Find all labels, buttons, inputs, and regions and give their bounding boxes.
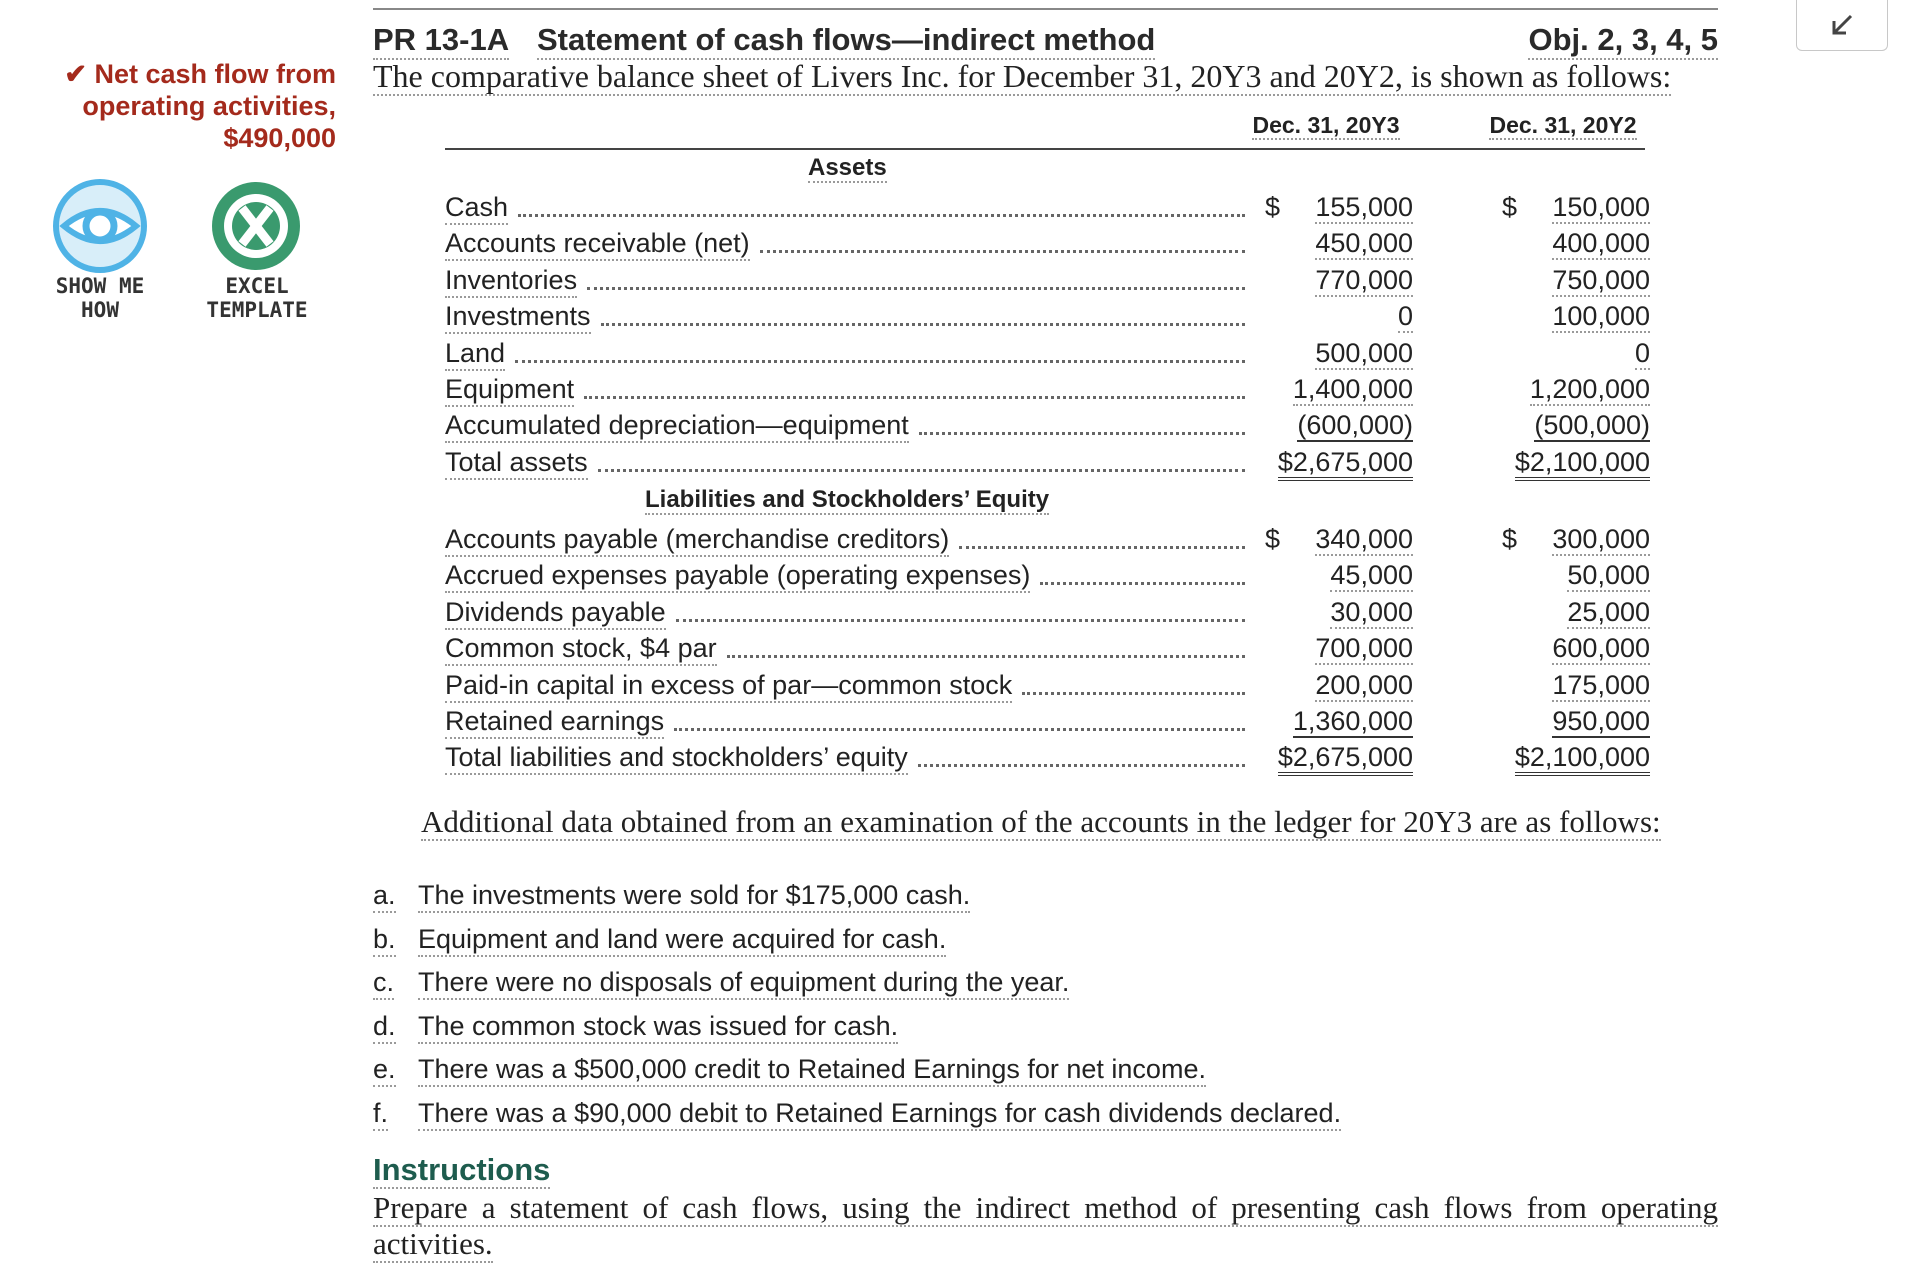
row-label: Accumulated depreciation—equipment <box>445 410 909 443</box>
row-label: Total liabilities and stockholders’ equity <box>445 742 908 775</box>
table-rule <box>445 148 1645 150</box>
table-row <box>445 524 1650 560</box>
additional-data-intro: Additional data obtained from an examination of the accounts in the ledger for 20Y3 are as follows: <box>421 804 1661 839</box>
value-20y2 <box>1500 410 1650 441</box>
dot-leader <box>919 432 1245 435</box>
amount: (500,000) <box>1534 410 1650 441</box>
value-20y2 <box>1500 597 1650 628</box>
value-20y2 <box>1500 265 1650 296</box>
amount: $2,100,000 <box>1515 742 1650 776</box>
amount: 175,000 <box>1552 669 1650 700</box>
list-text: There was a $90,000 debit to Retained Earnings for cash dividends declared. <box>418 1098 1341 1131</box>
currency-symbol: $ <box>1265 524 1281 554</box>
currency-symbol: $ <box>1502 192 1518 222</box>
objectives: Obj. 2, 3, 4, 5 <box>1528 22 1718 60</box>
collapse-button[interactable] <box>1796 0 1888 51</box>
value-20y3 <box>1263 374 1413 405</box>
row-label: Cash <box>445 192 508 225</box>
dot-leader <box>587 287 1245 290</box>
value-20y2 <box>1500 374 1650 405</box>
amount: 150,000 <box>1552 192 1650 222</box>
value-20y2 <box>1500 447 1650 478</box>
row-label: Common stock, $4 par <box>445 633 717 666</box>
amount: 1,400,000 <box>1292 374 1413 404</box>
value-20y3 <box>1263 301 1413 332</box>
row-label: Paid-in capital in excess of par—common stock <box>445 670 1012 703</box>
excel-template-icon[interactable] <box>208 178 304 274</box>
dot-leader <box>584 396 1245 399</box>
value-20y3 <box>1263 410 1413 441</box>
amount: 50,000 <box>1567 560 1650 591</box>
table-row <box>445 264 1650 301</box>
problem-intro: The comparative balance sheet of Livers Inc. for December 31, 20Y3 and 20Y2, is shown as follows: <box>373 58 1672 94</box>
amount: 30,000 <box>1330 596 1413 627</box>
amount: 750,000 <box>1552 264 1650 295</box>
dot-leader <box>1022 692 1245 695</box>
list-letter: d. <box>373 1011 396 1044</box>
amount: 950,000 <box>1552 706 1650 736</box>
value-20y2 <box>1500 301 1650 332</box>
table-row <box>445 374 1650 410</box>
list-item <box>373 1011 1718 1047</box>
amount: 500,000 <box>1315 337 1413 368</box>
check-figure-note: ✔ Net cash flow from operating activities, $490,000 <box>64 59 336 153</box>
table-row <box>445 301 1650 337</box>
table-row <box>445 706 1650 742</box>
amount: 400,000 <box>1552 228 1650 259</box>
currency-symbol: $ <box>1502 524 1518 554</box>
list-letter: f. <box>373 1098 388 1131</box>
list-item <box>373 1054 1718 1090</box>
dot-leader <box>760 250 1245 253</box>
value-20y3 <box>1263 338 1413 369</box>
list-letter: a. <box>373 880 396 913</box>
amount: 1,200,000 <box>1529 374 1650 404</box>
show-me-how-eye-icon[interactable] <box>52 178 148 274</box>
row-label: Investments <box>445 301 591 334</box>
amount: 600,000 <box>1552 633 1650 664</box>
value-20y3 <box>1263 524 1413 555</box>
value-20y3 <box>1263 706 1413 737</box>
amount: 0 <box>1397 301 1413 332</box>
value-20y3 <box>1263 742 1413 773</box>
value-20y3 <box>1263 265 1413 296</box>
row-label: Total assets <box>445 447 588 480</box>
top-rule <box>373 8 1718 10</box>
list-item <box>373 1098 1718 1134</box>
dot-leader <box>727 655 1245 658</box>
show-me-how-label[interactable]: SHOW ME HOW <box>55 274 145 322</box>
amount: 200,000 <box>1315 669 1413 700</box>
list-item <box>373 880 1718 916</box>
row-label: Accounts receivable (net) <box>445 228 750 261</box>
problem-id: PR 13-1A <box>373 22 509 60</box>
list-text: The common stock was issued for cash. <box>418 1011 898 1044</box>
column-header-20y3: Dec. 31, 20Y3 <box>1252 112 1400 138</box>
dot-leader <box>676 619 1245 622</box>
amount: 700,000 <box>1315 633 1413 664</box>
dot-leader <box>674 728 1245 731</box>
table-row <box>445 446 1650 483</box>
value-20y2 <box>1500 706 1650 737</box>
list-text: The investments were sold for $175,000 cash. <box>418 880 970 913</box>
list-item <box>373 924 1718 960</box>
liabilities-heading: Liabilities and Stockholders’ Equity <box>645 486 1050 513</box>
row-label: Equipment <box>445 374 574 407</box>
row-label: Accrued expenses payable (operating expenses) <box>445 560 1030 593</box>
amount: 100,000 <box>1552 301 1650 332</box>
value-20y3 <box>1263 447 1413 478</box>
excel-template-label[interactable]: EXCEL TEMPLATE <box>206 274 308 322</box>
amount: 450,000 <box>1315 228 1413 259</box>
table-row <box>445 560 1650 596</box>
dot-leader <box>598 469 1245 472</box>
value-20y2 <box>1500 670 1650 701</box>
dot-leader <box>959 546 1245 549</box>
value-20y3 <box>1263 228 1413 259</box>
amount: $2,675,000 <box>1278 447 1413 481</box>
table-row <box>445 633 1650 669</box>
list-text: There was a $500,000 credit to Retained Earnings for net income. <box>418 1054 1206 1087</box>
value-20y3 <box>1263 670 1413 701</box>
instructions-text: Prepare a statement of cash flows, using the indirect method of presenting cash flows from operating activities. <box>373 1190 1718 1261</box>
value-20y2 <box>1500 560 1650 591</box>
column-header-20y2: Dec. 31, 20Y2 <box>1489 112 1637 138</box>
amount: 0 <box>1634 337 1650 368</box>
value-20y2 <box>1500 192 1650 223</box>
amount: $2,100,000 <box>1515 447 1650 481</box>
table-row <box>445 228 1650 264</box>
assets-heading: Assets <box>808 154 887 181</box>
table-row <box>445 410 1650 446</box>
row-label: Accounts payable (merchandise creditors) <box>445 524 949 557</box>
list-item <box>373 967 1718 1003</box>
value-20y2 <box>1500 338 1650 369</box>
amount: 45,000 <box>1330 560 1413 591</box>
amount: 770,000 <box>1315 264 1413 295</box>
table-row <box>445 669 1650 706</box>
value-20y3 <box>1263 192 1413 223</box>
value-20y2 <box>1500 633 1650 664</box>
amount: 155,000 <box>1315 192 1413 222</box>
problem-title: Statement of cash flows—indirect method <box>537 22 1155 60</box>
row-label: Dividends payable <box>445 597 666 630</box>
list-text: There were no disposals of equipment during the year. <box>418 967 1069 1000</box>
value-20y2 <box>1500 228 1650 259</box>
dot-leader <box>918 764 1245 767</box>
row-label: Retained earnings <box>445 706 664 739</box>
row-label: Land <box>445 338 505 371</box>
table-row <box>445 192 1650 228</box>
amount: 1,360,000 <box>1292 706 1413 736</box>
row-label: Inventories <box>445 265 577 298</box>
checkmark-icon: ✔ <box>64 59 87 89</box>
table-row <box>445 742 1650 778</box>
list-letter: e. <box>373 1054 396 1087</box>
currency-symbol: $ <box>1265 192 1281 222</box>
dot-leader <box>515 360 1245 363</box>
value-20y2 <box>1500 742 1650 773</box>
amount: 340,000 <box>1315 524 1413 554</box>
dot-leader <box>518 214 1245 217</box>
list-letter: c. <box>373 967 394 1000</box>
value-20y3 <box>1263 597 1413 628</box>
dot-leader <box>601 323 1245 326</box>
amount: 25,000 <box>1567 596 1650 627</box>
amount: (600,000) <box>1297 410 1413 441</box>
instructions-heading: Instructions <box>373 1152 551 1187</box>
value-20y3 <box>1263 633 1413 664</box>
table-row <box>445 337 1650 374</box>
amount: 300,000 <box>1552 524 1650 554</box>
list-letter: b. <box>373 924 396 957</box>
table-row <box>445 596 1650 633</box>
amount: $2,675,000 <box>1278 742 1413 776</box>
arrow-down-left-icon <box>1829 12 1855 38</box>
dot-leader <box>1040 582 1245 585</box>
list-text: Equipment and land were acquired for cash. <box>418 924 946 957</box>
value-20y3 <box>1263 560 1413 591</box>
value-20y2 <box>1500 524 1650 555</box>
